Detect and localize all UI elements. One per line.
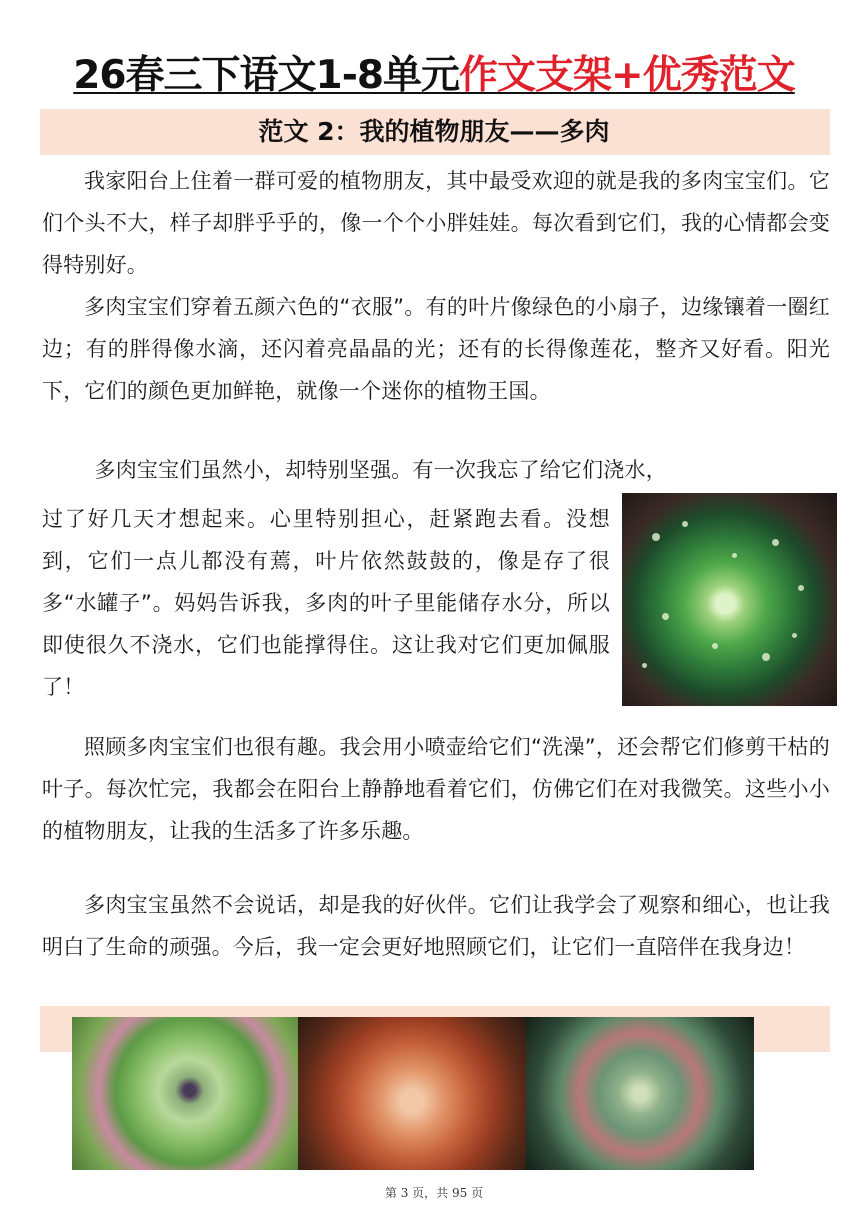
paragraph-3-body: 过了好几天才想起来。心里特别担心，赶紧跑去看。没想到，它们一点儿都没有蔫，叶片依然鼓鼓的，像是存了很多“水罐子”。妈妈告诉我，多肉的叶子里能储存水分，所以即使很久不浇水，它们也能撑得住。这让我对它们更加佩服了！: [42, 507, 610, 699]
succulent-photo-orange: [298, 1017, 526, 1170]
paragraph-1: 我家阳台上住着一群可爱的植物朋友，其中最受欢迎的就是我的多肉宝宝们。它们个头不大，样子却胖乎乎的，像一个个小胖娃娃。每次看到它们，我的心情都会变得特别好。: [42, 169, 830, 277]
title-main: 26春三下语文1-8单元: [73, 53, 460, 98]
paragraph-3-intro: 多肉宝宝们虽然小，却特别坚强。有一次我忘了给它们浇水，: [94, 458, 667, 482]
page-title: [0, 48, 868, 104]
paragraph-4: 照顾多肉宝宝们也很有趣。我会用小喷壶给它们“洗澡”，还会帮它们修剪干枯的叶子。每次忙完，我都会在阳台上静静地看着它们，仿佛它们在对我微笑。这些小小的植物朋友，让我的生活多了许多乐趣。: [42, 735, 830, 843]
section-title: 范文 2：我的植物朋友——多肉: [258, 117, 610, 146]
succulent-photo-side: [622, 493, 837, 706]
page-number: 第 3 页，共 95 页: [384, 1186, 484, 1200]
title-highlight: 作文支架+优秀范文: [459, 53, 795, 98]
paragraph-2: 多肉宝宝们穿着五颜六色的“衣服”。有的叶片像绿色的小扇子，边缘镶着一圈红边；有的胖得像水滴，还闪着亮晶晶的光；还有的长得像莲花，整齐又好看。阳光下，它们的颜色更加鲜艳，就像一个迷你的植物王国。: [42, 295, 830, 403]
succulent-photo-green: [72, 1017, 298, 1170]
paragraph-5: 多肉宝宝虽然不会说话，却是我的好伙伴。它们让我学会了观察和细心，也让我明白了生命的顽强。今后，我一定会更好地照顾它们，让它们一直陪伴在我身边！: [42, 893, 830, 959]
succulent-photo-dark: [526, 1017, 754, 1170]
